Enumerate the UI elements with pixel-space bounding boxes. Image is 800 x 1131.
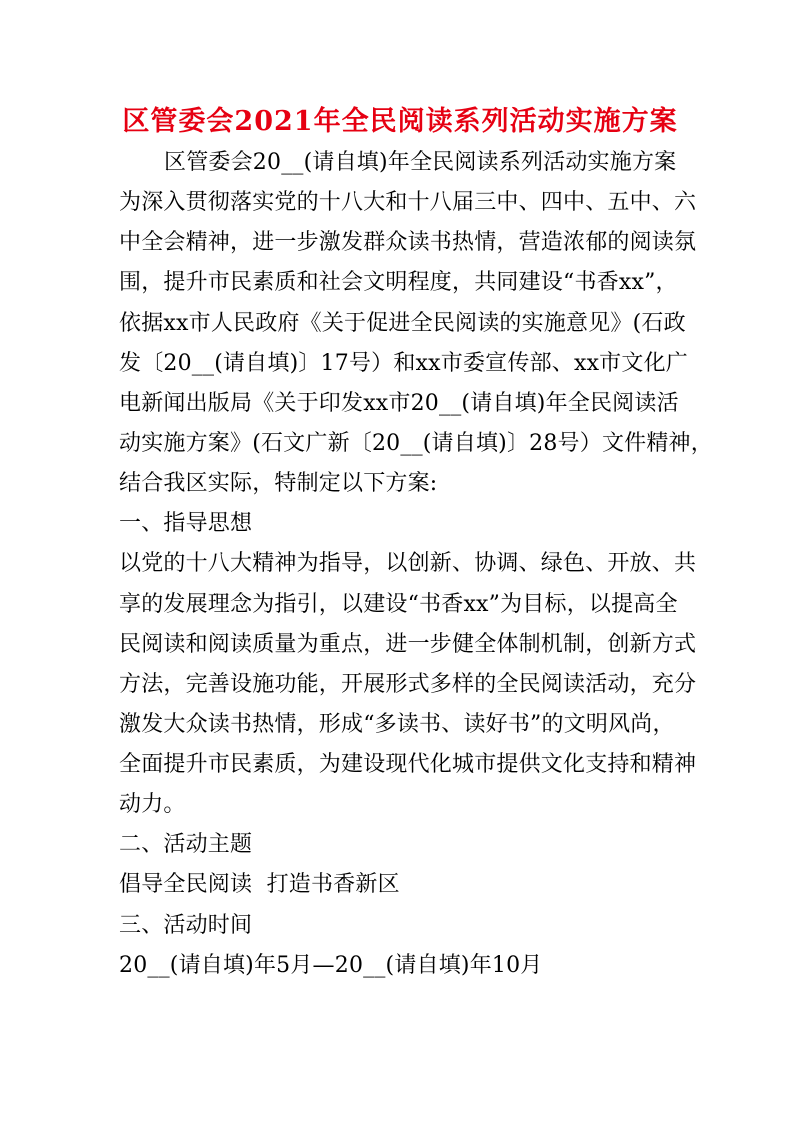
body-line: 以党的十八大精神为指导，以创新、协调、绿色、开放、共 xyxy=(119,551,697,576)
body-line: 动力。 xyxy=(119,792,186,817)
document-title: 区管委会2021年全民阅读系列活动实施方案 xyxy=(122,106,678,137)
subtitle-line: 区管委会20__(请自填)年全民阅读系列活动实施方案 xyxy=(164,150,677,175)
body-line: 依据xx市人民政府《关于促进全民阅读的实施意见》(石政 xyxy=(119,311,686,336)
body-line: 围，提升市民素质和社会文明程度，共同建设“书香xx”， xyxy=(119,270,678,295)
body-line: 发〔20__(请自填)〕17号）和xx市委宣传部、xx市文化广 xyxy=(119,351,688,376)
body-line: 动实施方案》(石文广新〔20__(请自填)〕28号）文件精神， xyxy=(119,431,713,456)
body-line: 为深入贯彻落实党的十八大和十八届三中、四中、五中、六 xyxy=(119,190,697,215)
section-heading: 三、活动时间 xyxy=(119,913,253,938)
body-line: 中全会精神，进一步激发群众读书热情，营造浓郁的阅读氛 xyxy=(119,230,697,255)
section-heading: 一、指导思想 xyxy=(119,511,253,536)
body-line: 结合我区实际，特制定以下方案: xyxy=(119,471,438,496)
body-line: 民阅读和阅读质量为重点，进一步健全体制机制，创新方式 xyxy=(119,632,697,657)
section-heading: 二、活动主题 xyxy=(119,832,253,857)
body-line: 全面提升市民素质，为建设现代化城市提供文化支持和精神 xyxy=(119,752,697,777)
body-line: 方法，完善设施功能，开展形式多样的全民阅读活动，充分 xyxy=(119,672,697,697)
body-line: 享的发展理念为指引，以建设“书香xx”为目标，以提高全 xyxy=(119,592,678,617)
body-line: 倡导全民阅读 打造书香新区 xyxy=(119,872,400,897)
body-line: 激发大众读书热情，形成“多读书、读好书”的文明风尚， xyxy=(119,712,675,737)
body-line: 20__(请自填)年5月—20__(请自填)年10月 xyxy=(119,953,543,978)
body-line: 电新闻出版局《关于印发xx市20__(请自填)年全民阅读活 xyxy=(119,391,679,416)
